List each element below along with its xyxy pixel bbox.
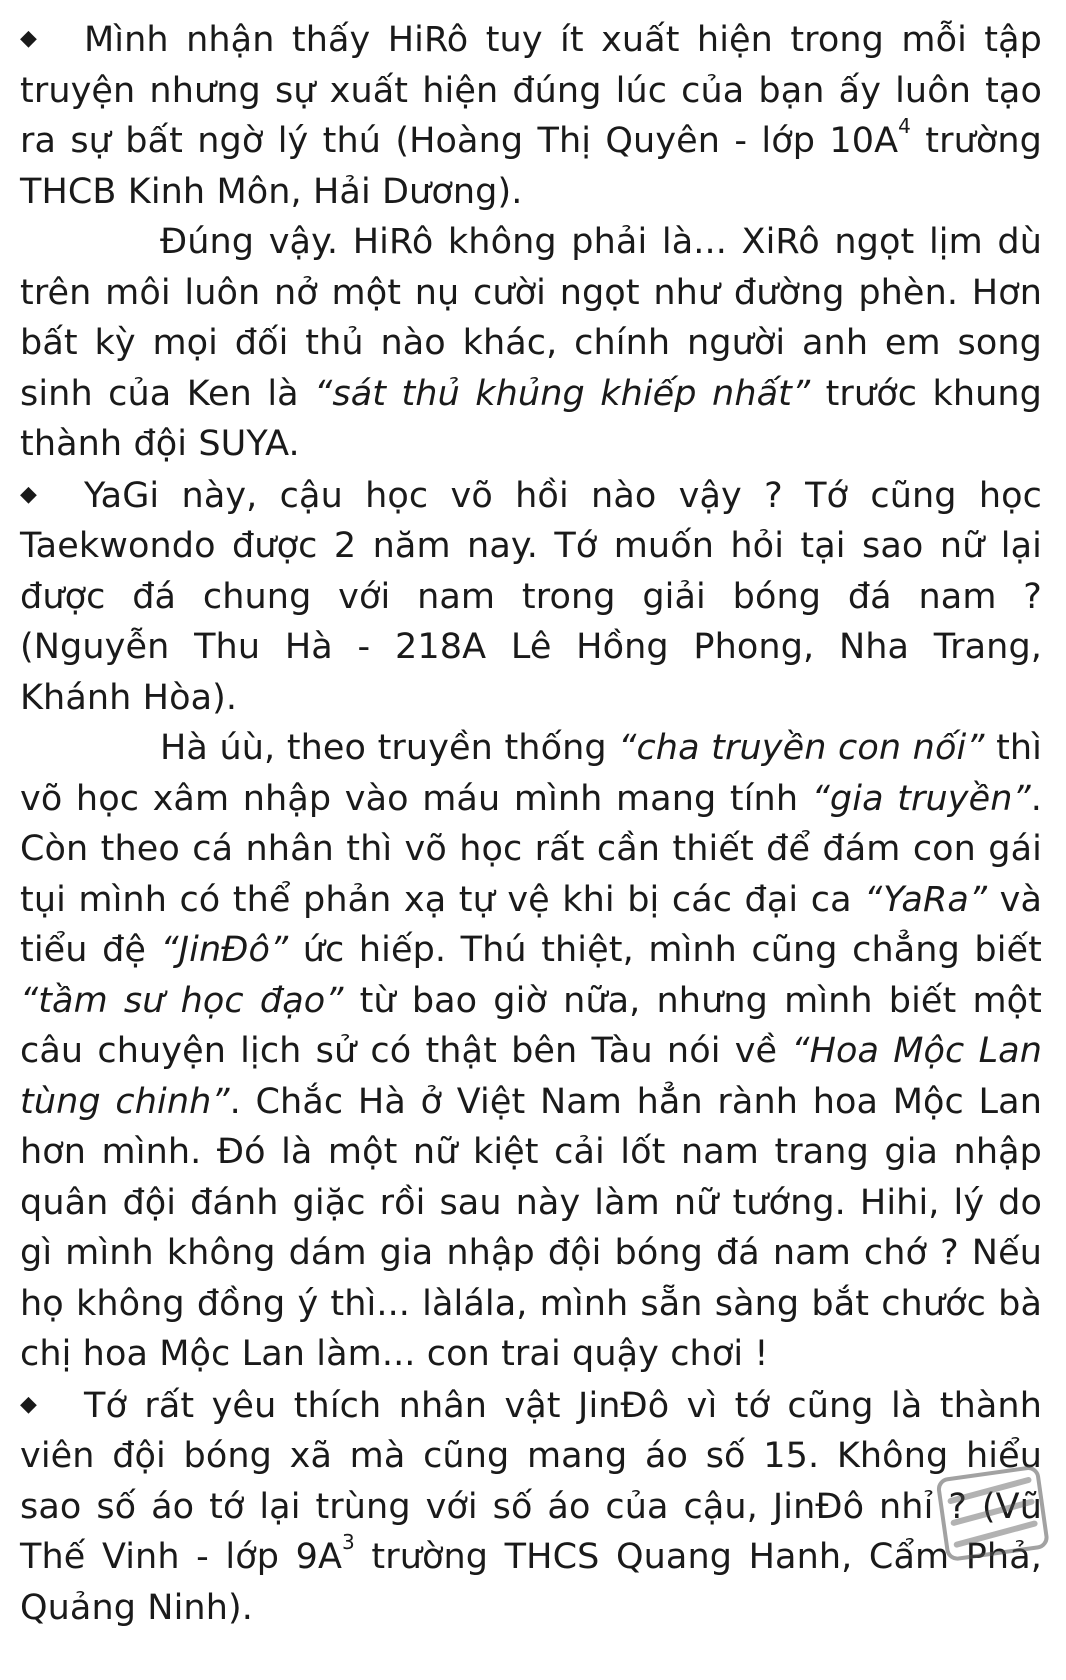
- reply-text: Hà úù, theo truyền thống: [160, 728, 619, 768]
- reply-quote: “cha truyền con nối”: [618, 728, 985, 768]
- reply-text: ức hiếp. Thú thiệt, mình cũng chẳng biết: [288, 930, 1042, 970]
- reply-text: thì võ học xâm nhập vào máu mình mang tính: [20, 728, 1043, 819]
- reader-letter-2: [20, 470, 1042, 724]
- reader-letter-1: [20, 14, 1042, 217]
- reply-text: và tiểu đệ: [20, 879, 1042, 970]
- letter-text: YaGi này, cậu học võ hồi nào vậy ? Tớ cũng học Taekwondo được 2 năm nay. Tớ muốn hỏi tại sao nữ lại được đá chung với nam trong giải bóng đá nam ? (Nguyễn Thu Hà - 218A Lê Hồng Phong, Nha Trang, Khánh Hòa).: [20, 475, 1042, 718]
- reply-text: trước khung thành đội SUYA.: [20, 373, 1042, 464]
- reply-quote: “tầm sư học đạo”: [20, 980, 344, 1021]
- document-page: [20, 14, 1042, 1633]
- letter-text: Tớ rất yêu thích nhân vật JinĐô vì tớ cũng là thành viên đội bóng xã mà cũng mang áo số 15. Không hiểu sao số áo tớ lại trùng với số áo của cậu, JinĐô nhỉ ? (Vũ Thế Vinh - lớp 9A: [20, 1385, 1042, 1577]
- reply-quote: “Hoa Mộc Lan tùng chinh”: [20, 1031, 1042, 1122]
- bullet-diamond-icon: ◆: [20, 481, 38, 507]
- letter-text: trường THCS Quang Hanh, Cẩm Phả, Quảng Ninh).: [20, 1537, 1042, 1628]
- reply-text: . Chắc Hà ở Việt Nam hẳn rành hoa Mộc Lan hơn mình. Đó là một nữ kiệt cải lốt nam trang gia nhập quân đội đánh giặc rồi sau này làm nữ tướng. Hihi, lý do gì mình không dám gia nhập đội bóng đá nam chớ ? Nếu họ không đồng ý thì... làlála, mình sẵn sàng bắt chước bà chị hoa Mộc Lan làm... con trai quậy chơi !: [20, 1081, 1042, 1374]
- reply-text: . Còn theo cá nhân thì võ học rất cần thiết để đám con gái tụi mình có thể phản xạ tự vệ khi bị các đại ca: [20, 778, 1042, 920]
- bullet-diamond-icon: ◆: [20, 1391, 38, 1417]
- reply-quote: “gia truyền”: [811, 778, 1031, 819]
- reply-quote: “YaRa”: [864, 879, 988, 920]
- letter-text: trường THCB Kinh Môn, Hải Dương).: [20, 121, 1042, 212]
- reply-text: từ bao giờ nữa, nhưng mình biết một câu chuyện lịch sử có thật bên Tàu nói về: [20, 980, 1042, 1071]
- class-superscript: 4: [898, 114, 911, 139]
- bullet-diamond-icon: ◆: [20, 26, 38, 51]
- reply-quote: “JinĐô”: [160, 930, 289, 970]
- reply-quote: “sát thủ khủng khiếp nhất”: [314, 373, 811, 414]
- editor-reply-2: [20, 723, 1042, 1380]
- scanlation-watermark-icon: [927, 1447, 1063, 1583]
- reader-letter-3: [20, 1380, 1042, 1634]
- editor-reply-1: [20, 217, 1042, 470]
- letter-text: Mình nhận thấy HiRô tuy ít xuất hiện trong mỗi tập truyện nhưng sự xuất hiện đúng lúc của bạn ấy luôn tạo ra sự bất ngờ lý thú (Hoàng Thị Quyên - lớp 10A: [20, 20, 1042, 161]
- reply-text: Đúng vậy. HiRô không phải là... XiRô ngọt lịm dù trên môi luôn nở một nụ cười ngọt như đường phèn. Hơn bất kỳ mọi đối thủ nào khác, chính người anh em song sinh của Ken là: [20, 222, 1042, 414]
- class-superscript: 3: [342, 1530, 355, 1555]
